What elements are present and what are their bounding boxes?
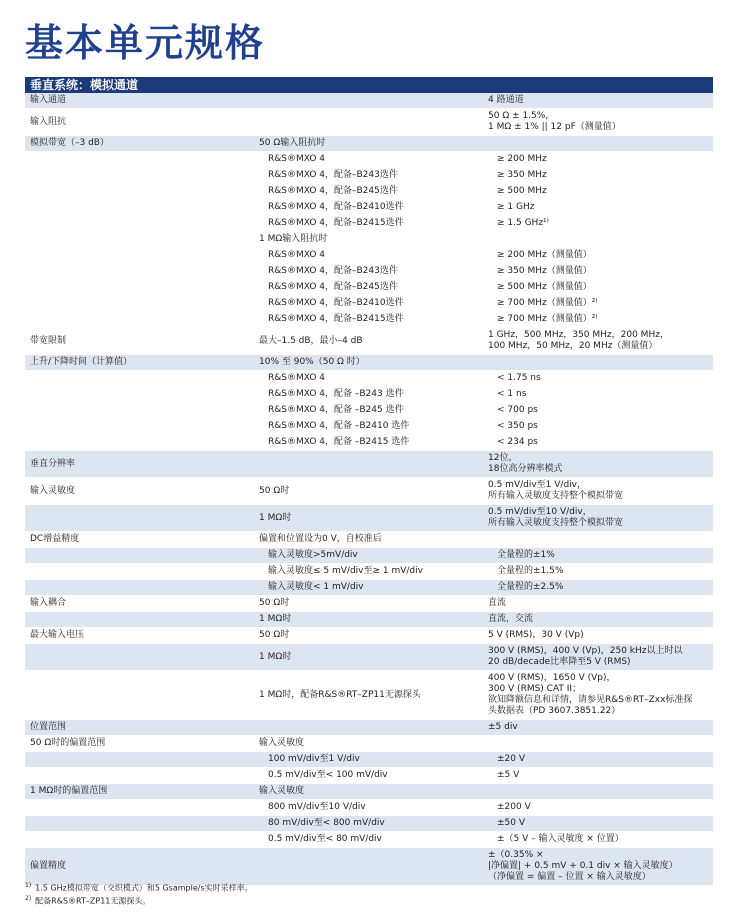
table-row bbox=[25, 387, 713, 403]
table-row bbox=[25, 200, 713, 216]
condition-cell: R&S®MXO 4 bbox=[254, 248, 483, 264]
param-cell bbox=[25, 168, 254, 184]
table-row bbox=[25, 612, 713, 628]
value-cell: ≥ 500 MHz bbox=[483, 184, 713, 200]
param-cell: 1 MΩ时的偏置范围 bbox=[25, 784, 254, 800]
condition-cell: 50 Ω时 bbox=[254, 596, 483, 612]
value-cell: ≥ 350 MHz bbox=[483, 168, 713, 184]
condition-cell bbox=[254, 451, 483, 478]
table-row bbox=[25, 168, 713, 184]
condition-cell: 50 Ω时 bbox=[254, 478, 483, 505]
param-cell bbox=[25, 671, 254, 720]
condition-cell: R&S®MXO 4，配备–B245选件 bbox=[254, 280, 483, 296]
condition-cell: 输入灵敏度 bbox=[254, 784, 483, 800]
value-cell: ±5 V bbox=[483, 768, 713, 784]
value-cell: ±5 div bbox=[483, 720, 713, 736]
table-row bbox=[25, 451, 713, 478]
value-cell: ±（5 V – 输入灵敏度 × 位置） bbox=[483, 832, 713, 848]
table-row bbox=[25, 596, 713, 612]
table-row bbox=[25, 435, 713, 451]
table-row bbox=[25, 720, 713, 736]
table-row bbox=[25, 328, 713, 355]
value-cell: ±50 V bbox=[483, 816, 713, 832]
condition-cell: 输入灵敏度≤ 5 mV/div至≥ 1 mV/div bbox=[254, 564, 483, 580]
param-cell bbox=[25, 264, 254, 280]
page-title: 基本单元规格 bbox=[25, 21, 266, 65]
condition-cell: 输入灵敏度 bbox=[254, 736, 483, 752]
footnote-1: $^{1)}$ 1.5 GHz模拟带宽（交织模式）和5 Gsample/s实时采样率。 bbox=[25, 882, 253, 893]
condition-cell: 100 mV/div至1 V/div bbox=[254, 752, 483, 768]
value-cell: 全量程的±2.5% bbox=[483, 580, 713, 596]
value-cell: ±200 V bbox=[483, 800, 713, 816]
condition-cell bbox=[254, 848, 483, 886]
condition-cell: R&S®MXO 4，配备–B243选件 bbox=[254, 168, 483, 184]
condition-cell: R&S®MXO 4，配备–B2410选件 bbox=[254, 200, 483, 216]
table-row bbox=[25, 296, 713, 312]
table-row bbox=[25, 548, 713, 564]
table-row bbox=[25, 478, 713, 505]
value-cell: ≥ 350 MHz（测量值） bbox=[483, 264, 713, 280]
condition-cell: R&S®MXO 4，配备–B2415选件 bbox=[254, 312, 483, 328]
param-cell: 带宽限制 bbox=[25, 328, 254, 355]
value-cell: 4 路通道 bbox=[483, 93, 713, 109]
param-cell bbox=[25, 548, 254, 564]
param-cell bbox=[25, 752, 254, 768]
value-cell: 5 V (RMS)，30 V (Vp) bbox=[483, 628, 713, 644]
condition-cell: R&S®MXO 4，配备–B2415选件 bbox=[254, 216, 483, 232]
value-cell bbox=[483, 232, 713, 248]
value-cell: ≥ 200 MHz bbox=[483, 152, 713, 168]
value-cell: ≥ 700 MHz（测量值）²⁾ bbox=[483, 296, 713, 312]
value-cell: 全量程的±1.5% bbox=[483, 564, 713, 580]
table-row bbox=[25, 152, 713, 168]
value-cell bbox=[483, 736, 713, 752]
value-cell: 400 V (RMS)，1650 V (Vp)， 300 V (RMS) CAT II； 欲知降额信息和详情，请参见R&S®RT–Zxx标准探 头数据表（PD 3607.3851.22） bbox=[483, 671, 713, 720]
table-row bbox=[25, 832, 713, 848]
table-row bbox=[25, 505, 713, 532]
table-row bbox=[25, 280, 713, 296]
param-cell bbox=[25, 232, 254, 248]
condition-cell: 最大–1.5 dB，最小–4 dB bbox=[254, 328, 483, 355]
param-cell: 输入阻抗 bbox=[25, 109, 254, 136]
table-row bbox=[25, 736, 713, 752]
value-cell: 1 GHz，500 MHz，350 MHz，200 MHz， 100 MHz，50 MHz，20 MHz（测量值） bbox=[483, 328, 713, 355]
value-cell: 300 V (RMS)，400 V (Vp)，250 kHz以上时以 20 dB/decade比率降至5 V (RMS) bbox=[483, 644, 713, 671]
condition-cell bbox=[254, 109, 483, 136]
value-cell: ≥ 200 MHz（测量值） bbox=[483, 248, 713, 264]
value-cell: 直流 bbox=[483, 596, 713, 612]
table-row bbox=[25, 312, 713, 328]
param-cell: 偏置精度 bbox=[25, 848, 254, 886]
param-cell bbox=[25, 832, 254, 848]
value-cell: ±（0.35% × |净偏置| + 0.5 mV + 0.1 div × 输入灵敏度） （净偏置 = 偏置 – 位置 × 输入灵敏度） bbox=[483, 848, 713, 886]
condition-cell: R&S®MXO 4 bbox=[254, 371, 483, 387]
table-row bbox=[25, 403, 713, 419]
table-row bbox=[25, 184, 713, 200]
condition-cell: 1 MΩ时 bbox=[254, 644, 483, 671]
param-cell: 输入灵敏度 bbox=[25, 478, 254, 505]
condition-cell: 1 MΩ时 bbox=[254, 505, 483, 532]
param-cell: 最大输入电压 bbox=[25, 628, 254, 644]
param-cell: 上升/下降时间（计算值） bbox=[25, 355, 254, 371]
condition-cell: R&S®MXO 4，配备 –B2415 选件 bbox=[254, 435, 483, 451]
condition-cell: 输入灵敏度>5mV/div bbox=[254, 548, 483, 564]
param-cell bbox=[25, 768, 254, 784]
param-cell bbox=[25, 216, 254, 232]
table-row bbox=[25, 580, 713, 596]
param-cell: 50 Ω时的偏置范围 bbox=[25, 736, 254, 752]
table-row bbox=[25, 136, 713, 152]
footnote-2: $^{2)}$ 配备R&S®RT–ZP11无源探头。 bbox=[25, 895, 151, 906]
condition-cell: R&S®MXO 4，配备 –B245 选件 bbox=[254, 403, 483, 419]
condition-cell: 800 mV/div至10 V/div bbox=[254, 800, 483, 816]
param-cell bbox=[25, 612, 254, 628]
value-cell: < 234 ps bbox=[483, 435, 713, 451]
condition-cell: 50 Ω时 bbox=[254, 628, 483, 644]
value-cell: < 1 ns bbox=[483, 387, 713, 403]
condition-cell: 80 mV/div至< 800 mV/div bbox=[254, 816, 483, 832]
section-header: 垂直系统：模拟通道 bbox=[25, 77, 713, 93]
param-cell bbox=[25, 580, 254, 596]
table-row bbox=[25, 628, 713, 644]
value-cell: ≥ 500 MHz（测量值） bbox=[483, 280, 713, 296]
table-row bbox=[25, 532, 713, 548]
condition-cell: R&S®MXO 4，配备–B2410选件 bbox=[254, 296, 483, 312]
param-cell bbox=[25, 419, 254, 435]
table-row bbox=[25, 671, 713, 720]
param-cell bbox=[25, 184, 254, 200]
param-cell bbox=[25, 800, 254, 816]
param-cell bbox=[25, 505, 254, 532]
condition-cell: R&S®MXO 4 bbox=[254, 152, 483, 168]
table-row bbox=[25, 644, 713, 671]
table-row bbox=[25, 752, 713, 768]
param-cell: 输入耦合 bbox=[25, 596, 254, 612]
table-row bbox=[25, 109, 713, 136]
param-cell bbox=[25, 564, 254, 580]
condition-cell: 0.5 mV/div至< 80 mV/div bbox=[254, 832, 483, 848]
table-row bbox=[25, 248, 713, 264]
table-row bbox=[25, 564, 713, 580]
condition-cell: 1 MΩ时，配备R&S®RT–ZP11无源探头 bbox=[254, 671, 483, 720]
table-row bbox=[25, 93, 713, 109]
value-cell: ≥ 700 MHz（测量值）²⁾ bbox=[483, 312, 713, 328]
table-row bbox=[25, 784, 713, 800]
condition-cell: 1 MΩ输入阻抗时 bbox=[254, 232, 483, 248]
value-cell: ±20 V bbox=[483, 752, 713, 768]
param-cell bbox=[25, 816, 254, 832]
value-cell: 12位， 18位高分辨率模式 bbox=[483, 451, 713, 478]
param-cell bbox=[25, 200, 254, 216]
param-cell bbox=[25, 296, 254, 312]
param-cell bbox=[25, 435, 254, 451]
value-cell: ≥ 1.5 GHz¹⁾ bbox=[483, 216, 713, 232]
value-cell: < 1.75 ns bbox=[483, 371, 713, 387]
table-row bbox=[25, 419, 713, 435]
value-cell bbox=[483, 532, 713, 548]
value-cell: 全量程的±1% bbox=[483, 548, 713, 564]
condition-cell: 输入灵敏度< 1 mV/div bbox=[254, 580, 483, 596]
table-row bbox=[25, 264, 713, 280]
value-cell: 0.5 mV/div至1 V/div， 所有输入灵敏度支持整个模拟带宽 bbox=[483, 478, 713, 505]
param-cell bbox=[25, 387, 254, 403]
param-cell bbox=[25, 152, 254, 168]
param-cell bbox=[25, 248, 254, 264]
condition-cell: R&S®MXO 4，配备–B245选件 bbox=[254, 184, 483, 200]
value-cell: ≥ 1 GHz bbox=[483, 200, 713, 216]
condition-cell: 偏置和位置设为0 V，自校准后 bbox=[254, 532, 483, 548]
spec-table bbox=[25, 93, 713, 886]
param-cell: 模拟带宽（–3 dB） bbox=[25, 136, 254, 152]
condition-cell bbox=[254, 720, 483, 736]
condition-cell: 10% 至 90%（50 Ω 时） bbox=[254, 355, 483, 371]
condition-cell: 50 Ω输入阻抗时 bbox=[254, 136, 483, 152]
param-cell bbox=[25, 403, 254, 419]
table-row bbox=[25, 768, 713, 784]
table-row bbox=[25, 800, 713, 816]
param-cell: 垂直分辨率 bbox=[25, 451, 254, 478]
value-cell bbox=[483, 136, 713, 152]
param-cell bbox=[25, 312, 254, 328]
param-cell bbox=[25, 280, 254, 296]
value-cell bbox=[483, 784, 713, 800]
condition-cell: R&S®MXO 4，配备 –B2410 选件 bbox=[254, 419, 483, 435]
table-row bbox=[25, 216, 713, 232]
value-cell bbox=[483, 355, 713, 371]
condition-cell: R&S®MXO 4，配备 –B243 选件 bbox=[254, 387, 483, 403]
param-cell: 位置范围 bbox=[25, 720, 254, 736]
param-cell bbox=[25, 644, 254, 671]
table-row bbox=[25, 355, 713, 371]
table-row bbox=[25, 232, 713, 248]
value-cell: 直流，交流 bbox=[483, 612, 713, 628]
param-cell: 输入通道 bbox=[25, 93, 254, 109]
value-cell: 50 Ω ± 1.5%, 1 MΩ ± 1% || 12 pF（测量值） bbox=[483, 109, 713, 136]
table-row bbox=[25, 371, 713, 387]
table-row bbox=[25, 816, 713, 832]
condition-cell: 0.5 mV/div至< 100 mV/div bbox=[254, 768, 483, 784]
value-cell: 0.5 mV/div至10 V/div， 所有输入灵敏度支持整个模拟带宽 bbox=[483, 505, 713, 532]
param-cell bbox=[25, 371, 254, 387]
condition-cell: 1 MΩ时 bbox=[254, 612, 483, 628]
value-cell: < 350 ps bbox=[483, 419, 713, 435]
value-cell: < 700 ps bbox=[483, 403, 713, 419]
condition-cell bbox=[254, 93, 483, 109]
param-cell: DC增益精度 bbox=[25, 532, 254, 548]
condition-cell: R&S®MXO 4，配备–B243选件 bbox=[254, 264, 483, 280]
